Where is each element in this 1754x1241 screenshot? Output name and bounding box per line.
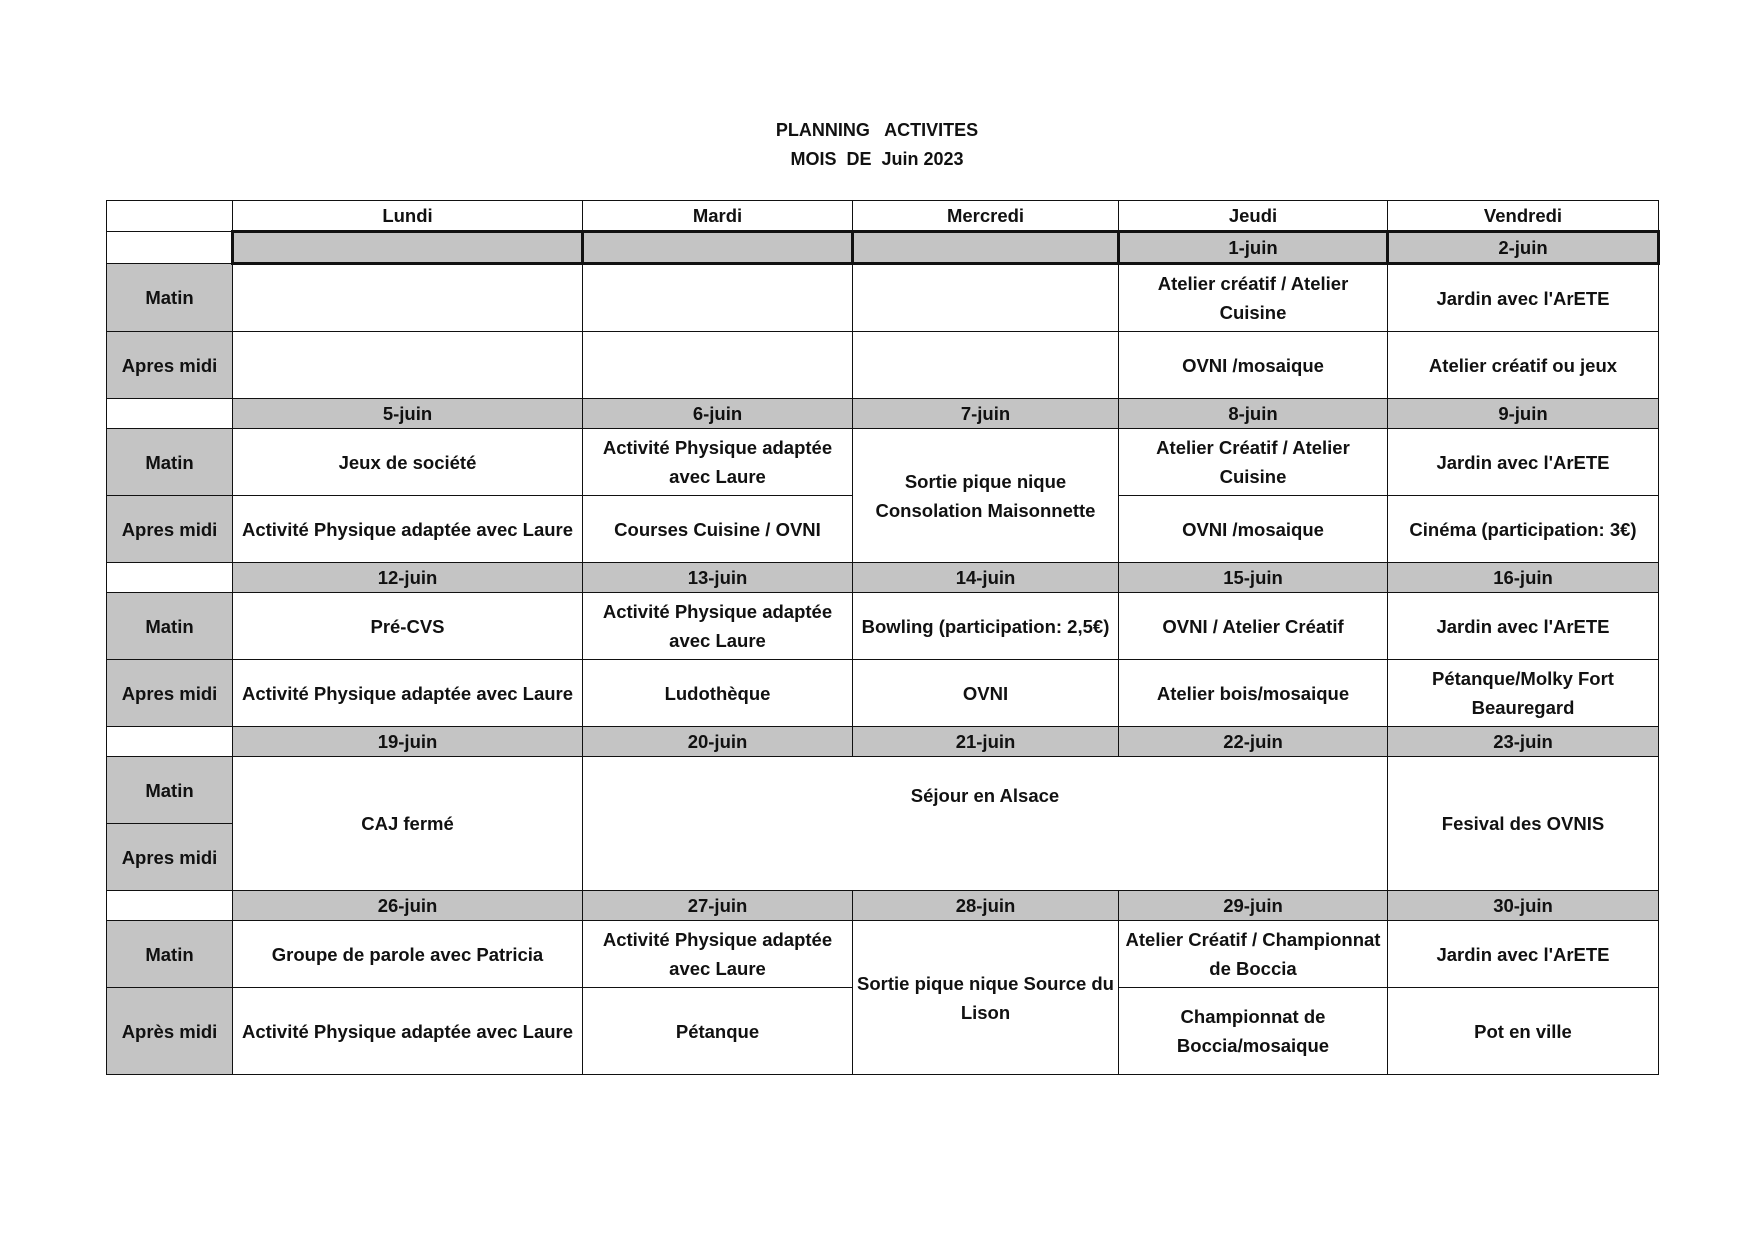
activity-cell: Ludothèque [583,660,853,727]
slot-label-matin: Matin [107,429,233,496]
activity-cell: Groupe de parole avec Patricia [233,921,583,988]
slot-label-apres-midi: Apres midi [107,824,233,891]
activity-cell: Pré-CVS [233,593,583,660]
activity-cell: Cinéma (participation: 3€) [1388,496,1659,563]
activity-cell-merged: Sortie pique nique Source du Lison [853,921,1119,1075]
date-cell: 27-juin [583,891,853,921]
matin-row [107,593,1659,660]
activity-cell-merged: Fesival des OVNIS [1388,757,1659,891]
activity-cell: Bowling (participation: 2,5€) [853,593,1119,660]
activity-cell: Activité Physique adaptée avec Laure [583,593,853,660]
date-cell: 15-juin [1119,563,1388,593]
activity-cell: Jardin avec l'ArETE [1388,264,1659,332]
date-cell: 30-juin [1388,891,1659,921]
day-header: Vendredi [1388,201,1659,232]
activity-cell: Atelier Créatif / Atelier Cuisine [1119,429,1388,496]
date-cell: 14-juin [853,563,1119,593]
day-header: Lundi [233,201,583,232]
matin-row [107,264,1659,332]
activity-cell-merged: CAJ fermé [233,757,583,891]
activity-cell [853,264,1119,332]
day-header: Jeudi [1119,201,1388,232]
date-row [107,563,1659,593]
date-cell: 21-juin [853,727,1119,757]
date-cell: 29-juin [1119,891,1388,921]
date-cell: 16-juin [1388,563,1659,593]
date-cell: 13-juin [583,563,853,593]
matin-row [107,757,1659,824]
slot-label-apres-midi: Après midi [107,988,233,1075]
day-header: Mardi [583,201,853,232]
date-row [107,232,1659,264]
activity-cell: Activité Physique adaptée avec Laure [583,921,853,988]
activity-cell: Championnat de Boccia/mosaique [1119,988,1388,1075]
matin-row [107,921,1659,988]
date-cell: 7-juin [853,399,1119,429]
activity-cell: Atelier créatif ou jeux [1388,332,1659,399]
activity-cell: Pétanque [583,988,853,1075]
date-cell: 5-juin [233,399,583,429]
date-row [107,891,1659,921]
date-row [107,727,1659,757]
activity-cell: Pétanque/Molky Fort Beauregard [1388,660,1659,727]
apres-midi-row [107,660,1659,727]
activity-cell [583,264,853,332]
activity-cell [233,264,583,332]
activity-cell: Courses Cuisine / OVNI [583,496,853,563]
date-cell: 2-juin [1388,232,1659,264]
date-cell: 22-juin [1119,727,1388,757]
activity-cell: Jardin avec l'ArETE [1388,921,1659,988]
date-cell: 9-juin [1388,399,1659,429]
date-row-label [107,232,233,264]
date-cell: 20-juin [583,727,853,757]
table-header-row [107,201,1659,232]
date-cell [853,232,1119,264]
slot-label-apres-midi: Apres midi [107,496,233,563]
slot-label-matin: Matin [107,593,233,660]
activity-cell: Activité Physique adaptée avec Laure [233,496,583,563]
date-cell: 12-juin [233,563,583,593]
activity-cell: OVNI /mosaique [1119,332,1388,399]
activity-cell: Activité Physique adaptée avec Laure [583,429,853,496]
activity-cell [583,332,853,399]
activity-cell: Jardin avec l'ArETE [1388,593,1659,660]
title-line-2: MOIS DE Juin 2023 [790,149,964,169]
date-row-label [107,891,233,921]
activity-cell [233,332,583,399]
activity-cell: Jardin avec l'ArETE [1388,429,1659,496]
matin-row [107,429,1659,496]
activity-cell: OVNI /mosaique [1119,496,1388,563]
activity-cell: Activité Physique adaptée avec Laure [233,988,583,1075]
activity-cell-merged: Séjour en Alsace [583,757,1388,891]
date-row-label [107,563,233,593]
date-row-label [107,399,233,429]
slot-label-matin: Matin [107,921,233,988]
date-cell: 8-juin [1119,399,1388,429]
date-cell [233,232,583,264]
slot-label-matin: Matin [107,264,233,332]
date-cell: 26-juin [233,891,583,921]
date-cell: 1-juin [1119,232,1388,264]
activity-cell: Atelier créatif / Atelier Cuisine [1119,264,1388,332]
slot-label-apres-midi: Apres midi [107,332,233,399]
planning-table [106,200,1660,1075]
activity-cell: Atelier bois/mosaique [1119,660,1388,727]
slot-label-apres-midi: Apres midi [107,660,233,727]
day-header: Mercredi [853,201,1119,232]
activity-cell: Activité Physique adaptée avec Laure [233,660,583,727]
date-cell: 23-juin [1388,727,1659,757]
activity-cell: Jeux de société [233,429,583,496]
date-cell [583,232,853,264]
activity-cell: Pot en ville [1388,988,1659,1075]
activity-cell: Atelier Créatif / Championnat de Boccia [1119,921,1388,988]
activity-cell [853,332,1119,399]
date-cell: 6-juin [583,399,853,429]
corner-cell [107,201,233,232]
apres-midi-row [107,332,1659,399]
slot-label-matin: Matin [107,757,233,824]
date-cell: 19-juin [233,727,583,757]
activity-cell-merged: Sortie pique nique Consolation Maisonnette [853,429,1119,563]
date-row [107,399,1659,429]
page-title [0,116,1754,174]
activity-cell: OVNI / Atelier Créatif [1119,593,1388,660]
title-line-1: PLANNING ACTIVITES [775,120,979,140]
date-cell: 28-juin [853,891,1119,921]
date-row-label [107,727,233,757]
activity-cell: OVNI [853,660,1119,727]
